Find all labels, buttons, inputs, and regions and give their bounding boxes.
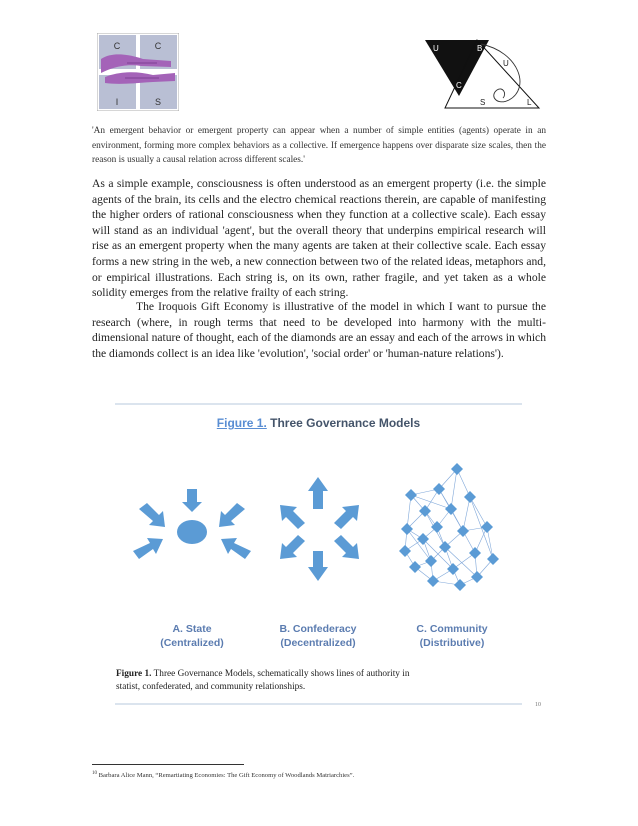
arrow-out: [308, 477, 328, 509]
logo-letter: S: [154, 97, 162, 107]
state-diagram: [133, 489, 251, 559]
logo-letter: C: [456, 81, 462, 90]
community-nodes: [399, 463, 499, 591]
network-node: [464, 491, 476, 503]
figure-page-number: 10: [535, 702, 541, 708]
footnote-divider: [92, 764, 244, 765]
panel-label-state: [137, 622, 247, 650]
footnote-marker: 10: [92, 771, 97, 776]
network-node: [487, 553, 499, 565]
logo-letter: U: [433, 44, 439, 53]
caption-text: Three Governance Models, schematically shows lines of authority in statist, confederated, and community relationships.: [116, 669, 410, 692]
logo-letter: B: [477, 44, 483, 53]
network-node: [433, 483, 445, 495]
body-paragraph: As a simple example, consciousness is often understood as an emergent property (i.e. the simple agents of the brain, its cells and the electro chemical reactions therein, are capable of manifesting the higher orders of rational consciousness when they function at a collective scale). Each essay will stand as an individual 'agent', but the overall theory that underpins empirical research will rise as an emergent property when the many agents are taken at their collective scale. Each essay forms a new string in the web, a new connection between two of the related ideas, metaphors and, or empirical illustrations. Each string is, on its own, rather fragile, and yet taken as a whole solidity emerges from the relative frailty of each string.: [92, 177, 546, 300]
figure-graphic: [115, 399, 522, 707]
panel-title: B. Confederacy: [279, 623, 357, 635]
panel-subtitle: (Centralized): [160, 637, 224, 649]
confederacy-diagram: [280, 477, 359, 581]
panel-subtitle: (Decentralized): [280, 637, 356, 649]
figure-title-text: Three Governance Models: [266, 416, 421, 430]
panel-subtitle: (Distributive): [419, 637, 485, 649]
arrow-out: [334, 535, 359, 559]
panel-label-confederacy: [263, 622, 373, 650]
logo-letter: U: [503, 59, 509, 68]
network-node: [405, 489, 417, 501]
network-node: [427, 575, 439, 587]
body-paragraph: The Iroquois Gift Economy is illustrative of the model in which I want to pursue the research (where, in rough terms that need to be developed into harmony with the multi-dimensional nature of thought, each of the diamonds are an essay and each of the arrows in which the diamonds collect is an idea like 'evolution', 'social order' or 'human-nature relations').: [92, 300, 546, 360]
network-node: [454, 579, 466, 591]
network-node: [457, 525, 469, 537]
figure-caption: [116, 668, 416, 693]
footnote-text: Barbara Alice Mann, “Remartiating Economies: The Gift Economy of Woodlands Matriarchies”.: [97, 772, 355, 780]
ubcusl-logo: [423, 38, 543, 110]
logo-letter: L: [527, 98, 532, 107]
arrow-out: [280, 535, 305, 559]
network-node: [399, 545, 411, 557]
logo-letter: C: [113, 41, 121, 51]
arrow-in: [133, 538, 163, 559]
logo-letter: I: [115, 97, 119, 107]
emergence-quote: 'An emergent behavior or emergent property can appear when a number of simple entities (agents) operate in an environment, forming more complex behaviors as a collective. If emergence happens over disparate size scales, then the reason is usually a causal relation across different scales.': [92, 126, 546, 165]
arrow-out: [280, 505, 305, 529]
network-node: [431, 521, 443, 533]
logo-letter: S: [480, 98, 486, 107]
network-node: [451, 463, 463, 475]
arrow-in: [139, 503, 165, 527]
network-node: [445, 503, 457, 515]
panel-title: A. State: [172, 623, 212, 635]
panel-title: C. Community: [416, 623, 488, 635]
network-node: [409, 561, 421, 573]
figure-number: Figure 1.: [216, 416, 267, 430]
arrow-out: [308, 551, 328, 581]
logo-letter: C: [154, 41, 162, 51]
arrow-in: [182, 489, 202, 512]
figure-title: [115, 416, 522, 430]
arrow-in: [219, 503, 245, 527]
governance-figure: [115, 399, 541, 708]
network-node: [469, 547, 481, 559]
panel-label-community: [397, 622, 507, 650]
arrow-out: [334, 505, 359, 529]
arrow-in: [221, 538, 251, 559]
ccis-logo: [97, 33, 179, 111]
central-node: [177, 520, 207, 544]
caption-label: Figure 1.: [116, 669, 152, 679]
footnote: [92, 771, 354, 779]
